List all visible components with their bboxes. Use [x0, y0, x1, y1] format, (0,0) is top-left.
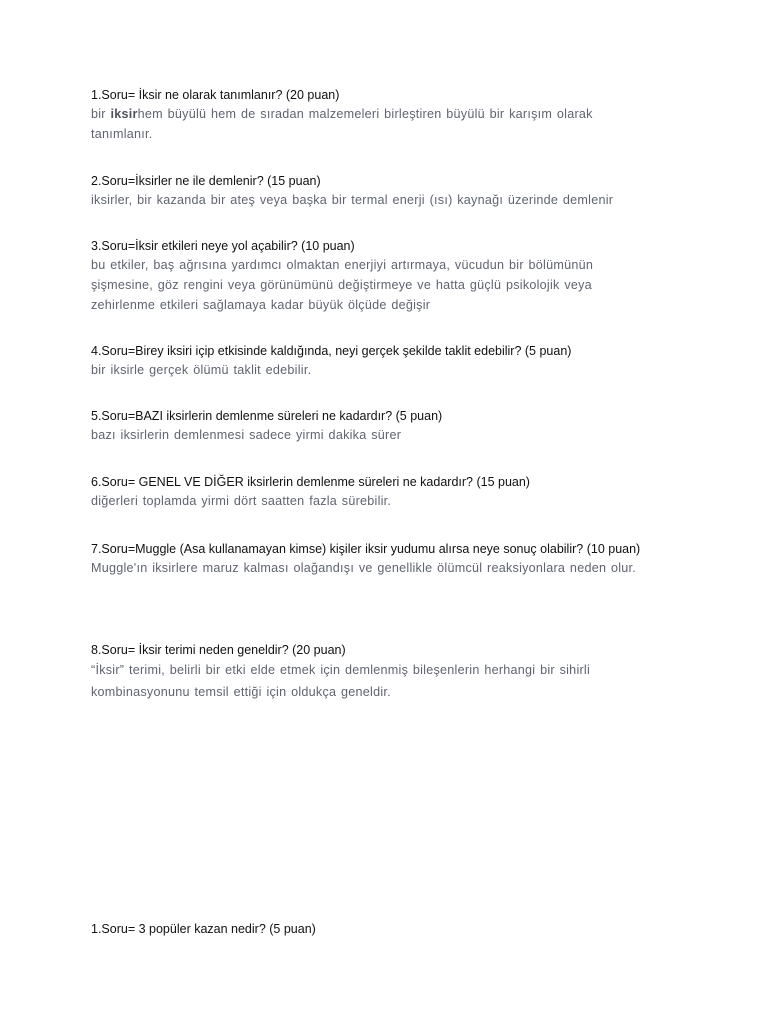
- question-4: [91, 342, 671, 380]
- question-answer: bir iksirle gerçek ölümü taklit edebilir.: [91, 363, 312, 377]
- question-answer: bazı iksirlerin demlenmesi sadece yirmi dakika sürer: [91, 428, 402, 442]
- question-title: 1.Soru= İksir ne olarak tanımlanır? (20 puan): [91, 88, 340, 102]
- question-title: 1.Soru= 3 popüler kazan nedir? (5 puan): [91, 922, 316, 936]
- question-title: 7.Soru=Muggle (Asa kullanamayan kimse) kişiler iksir yudumu alırsa neye sonuç olabilir? (10 puan): [91, 542, 641, 556]
- question-8: [91, 641, 671, 703]
- question-title: 2.Soru=İksirler ne ile demlenir? (15 puan): [91, 174, 321, 188]
- question-answer: bu etkiler, baş ağrısına yardımcı olmaktan enerjiyi artırmaya, vücudun bir bölümünün şişmesine, göz rengini veya görünümünü değiştirmeye ve hatta güçlü psikolojik veya zehirlenme etkileri sağlamaya kadar büyük ölçüde değişir: [91, 258, 594, 312]
- question-3: [91, 237, 671, 315]
- question-answer: Muggle'ın iksirlere maruz kalması olağandışı ve genellikle ölümcül reaksiyonlara neden olur.: [91, 561, 637, 575]
- question-answer: iksirler, bir kazanda bir ateş veya başka bir termal enerji (ısı) kaynağı üzerinde demlenir: [91, 193, 614, 207]
- question-title: 8.Soru= İksir terimi neden geneldir? (20 puan): [91, 643, 346, 657]
- question-title: 4.Soru=Birey iksiri içip etkisinde kaldığında, neyi gerçek şekilde taklit edebilir? (5 puan): [91, 344, 572, 358]
- question-title: 3.Soru=İksir etkileri neye yol açabilir? (10 puan): [91, 239, 355, 253]
- question-5: [91, 407, 671, 445]
- answer-bold-term: iksir: [110, 107, 138, 121]
- question-answer: diğerleri toplamda yirmi dört saatten fazla sürebilir.: [91, 494, 392, 508]
- page2-question-1: [91, 920, 671, 938]
- question-1: [91, 86, 671, 144]
- question-answer: [91, 104, 651, 144]
- question-6: [91, 473, 671, 511]
- question-answer: “İksir” terimi, belirli bir etki elde etmek için demlenmiş bileşenlerin herhangi bir sihirli kombinasyonunu temsil ettiği için oldukça geneldir.: [91, 663, 591, 699]
- question-title: 5.Soru=BAZI iksirlerin demlenme süreleri ne kadardır? (5 puan): [91, 409, 443, 423]
- question-2: [91, 172, 671, 210]
- answer-rest: hem büyülü hem de sıradan malzemeleri birleştiren büyülü bir karışım olarak tanımlanır.: [91, 107, 593, 141]
- question-7: [91, 540, 671, 578]
- answer-prefix: bir: [91, 107, 111, 121]
- question-title: 6.Soru= GENEL VE DİĞER iksirlerin demlenme süreleri ne kadardır? (15 puan): [91, 475, 530, 489]
